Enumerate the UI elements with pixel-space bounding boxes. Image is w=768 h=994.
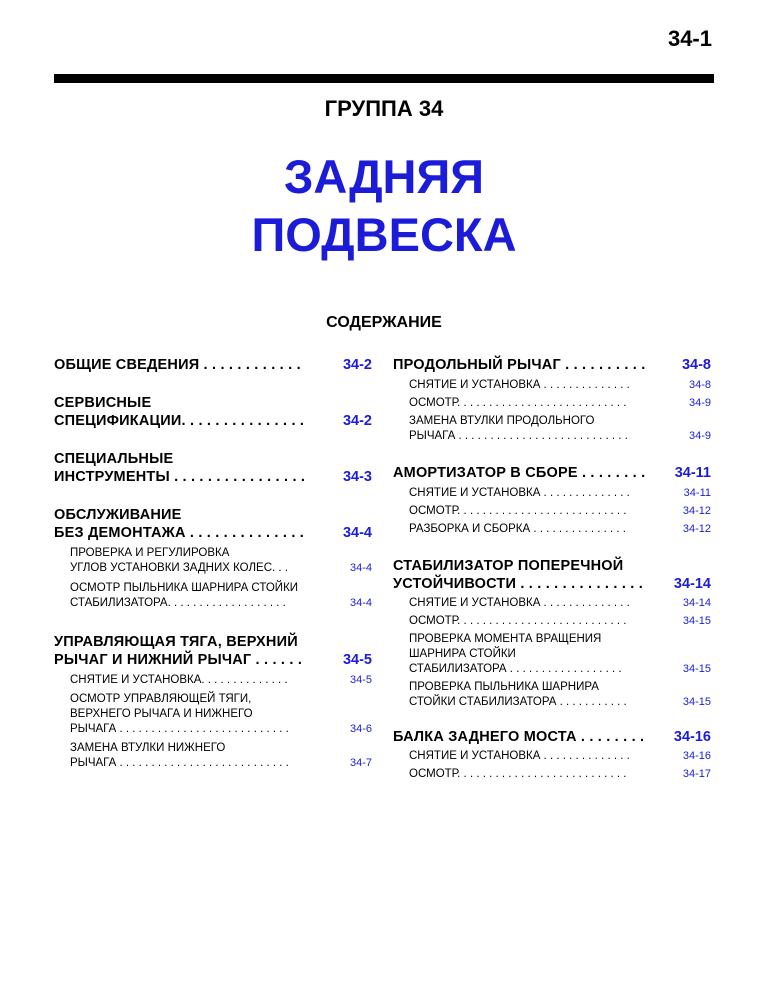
toc-entry-line: ЗАМЕНА ВТУЛКИ ПРОДОЛЬНОГО <box>409 415 595 427</box>
toc-entry-title <box>54 394 332 430</box>
toc-entry-line: ОСМОТР УПРАВЛЯЮЩЕЙ ТЯГИ, <box>70 693 252 705</box>
toc-entry-line: РЫЧАГ И НИЖНИЙ РЫЧАГ . . . . . . <box>54 652 303 668</box>
toc-entry-line: РЫЧАГА . . . . . . . . . . . . . . . . . . . . . . . . . . . <box>70 757 289 769</box>
toc-entry-line: ШАРНИРА СТОЙКИ <box>409 648 516 660</box>
toc-page-number[interactable]: 34-14 <box>682 597 711 609</box>
toc-entry-title <box>70 581 332 611</box>
toc-entry-line: УГЛОВ УСТАНОВКИ ЗАДНИХ КОЛЕС. . . <box>70 562 288 574</box>
toc-entry-line: ОСМОТР. . . . . . . . . . . . . . . . . . . . . . . . . . . <box>409 768 627 780</box>
toc-page-number[interactable]: 34-4 <box>342 525 372 541</box>
toc-section-entry[interactable] <box>393 464 711 482</box>
toc-subsection-entry[interactable] <box>393 596 711 611</box>
toc-entry-line: СТОЙКИ СТАБИЛИЗАТОРА . . . . . . . . . . . <box>409 696 627 708</box>
main-title <box>0 148 768 264</box>
toc-entry-title <box>409 767 671 782</box>
toc-section-entry[interactable] <box>393 728 711 746</box>
toc-entry-title <box>409 378 671 393</box>
toc-entry-title <box>409 504 671 519</box>
contents-heading: СОДЕРЖАНИЕ <box>326 314 442 331</box>
toc-page-number[interactable]: 34-14 <box>673 576 711 592</box>
toc-entry-title <box>409 680 671 710</box>
toc-entry-line: ПРОВЕРКА И РЕГУЛИРОВКА <box>70 547 230 559</box>
toc-subsection-entry[interactable] <box>393 396 711 411</box>
toc-page-number[interactable]: 34-15 <box>682 696 711 708</box>
toc-page-number[interactable]: 34-15 <box>682 615 711 627</box>
toc-entry-line: СТАБИЛИЗАТОР ПОПЕРЕЧНОЙ <box>393 558 624 574</box>
toc-page-number[interactable]: 34-6 <box>349 723 372 735</box>
toc-page-number[interactable]: 34-5 <box>342 652 372 668</box>
toc-entry-line: ВЕРХНЕГО РЫЧАГА И НИЖНЕГО <box>70 708 253 720</box>
toc-subsection-entry[interactable] <box>393 767 711 782</box>
toc-page-number[interactable]: 34-11 <box>674 465 711 481</box>
toc-subsection-entry[interactable] <box>393 749 711 764</box>
toc-entry-line: СПЕЦИАЛЬНЫЕ <box>54 451 174 467</box>
toc-entry-title <box>393 728 671 746</box>
toc-page-number[interactable]: 34-16 <box>673 729 711 745</box>
header-rule <box>54 74 714 83</box>
toc-entry-title <box>70 692 332 737</box>
main-title-line: ПОДВЕСКА <box>251 208 517 261</box>
toc-page-number[interactable]: 34-12 <box>682 505 711 517</box>
toc-page-number[interactable]: 34-12 <box>682 523 711 535</box>
group-title: ГРУППА 34 <box>324 96 444 121</box>
toc-entry-title <box>70 673 332 688</box>
toc-page-number[interactable]: 34-7 <box>349 757 372 769</box>
toc-subsection-entry[interactable] <box>393 378 711 393</box>
toc-entry-line: БЕЗ ДЕМОНТАЖА . . . . . . . . . . . . . . <box>54 525 305 541</box>
page-number: 34-1 <box>667 26 712 51</box>
toc-page-number[interactable]: 34-8 <box>688 379 711 391</box>
toc-entry-line: СНЯТИЕ И УСТАНОВКА . . . . . . . . . . . . . . <box>409 379 630 391</box>
toc-entry-title <box>393 557 671 593</box>
toc-entry-line: ПРОДОЛЬНЫЙ РЫЧАГ . . . . . . . . . . <box>393 357 646 373</box>
toc-page-number[interactable]: 34-9 <box>688 430 711 442</box>
toc-entry-line: РЫЧАГА . . . . . . . . . . . . . . . . . . . . . . . . . . . <box>409 430 628 442</box>
toc-page-number[interactable]: 34-4 <box>349 562 372 574</box>
toc-right-column <box>393 356 711 782</box>
toc-subsection-entry[interactable] <box>54 741 372 771</box>
toc-entry-line: СТАБИЛИЗАТОРА. . . . . . . . . . . . . . . . . . . <box>70 597 286 609</box>
toc-entry-title <box>409 632 671 677</box>
toc-page-number[interactable]: 34-9 <box>688 397 711 409</box>
toc-entry-line: УПРАВЛЯЮЩАЯ ТЯГА, ВЕРХНИЙ <box>54 634 298 650</box>
toc-entry-line: АМОРТИЗАТОР В СБОРЕ . . . . . . . . <box>393 465 646 481</box>
toc-page-number[interactable]: 34-15 <box>682 663 711 675</box>
toc-entry-line: СПЕЦИФИКАЦИИ. . . . . . . . . . . . . . . <box>54 413 305 429</box>
toc-entry-line: СТАБИЛИЗАТОРА . . . . . . . . . . . . . . . . . . <box>409 663 622 675</box>
toc-entry-title <box>409 614 671 629</box>
toc-entry-title <box>70 546 332 576</box>
toc-page-number[interactable]: 34-5 <box>349 674 372 686</box>
toc-entry-line: СНЯТИЕ И УСТАНОВКА . . . . . . . . . . . . . . <box>409 750 630 762</box>
toc-entry-title <box>393 464 671 482</box>
toc-entry-line: ОБЩИЕ СВЕДЕНИЯ . . . . . . . . . . . . <box>54 357 301 373</box>
toc-entry-title <box>54 450 332 486</box>
toc-subsection-entry[interactable] <box>54 546 372 576</box>
toc-page-number[interactable]: 34-16 <box>682 750 711 762</box>
toc-entry-line: УСТОЙЧИВОСТИ . . . . . . . . . . . . . . . <box>393 576 643 592</box>
toc-subsection-entry[interactable] <box>393 632 711 677</box>
toc-left-column <box>54 356 372 771</box>
toc-entry-line: ПРОВЕРКА ПЫЛЬНИКА ШАРНИРА <box>409 681 599 693</box>
toc-entry-title <box>393 356 671 374</box>
toc-page-number[interactable]: 34-2 <box>342 357 372 373</box>
toc-subsection-entry[interactable] <box>393 614 711 629</box>
toc-entry-line: ОБСЛУЖИВАНИЕ <box>54 507 182 523</box>
toc-subsection-entry[interactable] <box>54 581 372 611</box>
toc-page-number[interactable]: 34-3 <box>342 469 372 485</box>
toc-page-number[interactable]: 34-2 <box>342 413 372 429</box>
toc-subsection-entry[interactable] <box>393 486 711 501</box>
toc-page-number[interactable]: 34-4 <box>349 597 372 609</box>
toc-entry-title <box>70 741 332 771</box>
toc-entry-title <box>409 522 671 537</box>
toc-entry-line: РЫЧАГА . . . . . . . . . . . . . . . . . . . . . . . . . . . <box>70 723 289 735</box>
toc-entry-title <box>409 486 671 501</box>
toc-entry-line: ОСМОТР. . . . . . . . . . . . . . . . . . . . . . . . . . . <box>409 505 627 517</box>
toc-entry-line: БАЛКА ЗАДНЕГО МОСТА . . . . . . . . <box>393 729 645 745</box>
toc-entry-title <box>54 356 332 374</box>
toc-entry-title <box>54 506 332 542</box>
toc-subsection-entry[interactable] <box>393 522 711 537</box>
toc-section-entry[interactable] <box>54 356 372 374</box>
toc-section-entry[interactable] <box>54 450 372 486</box>
toc-subsection-entry[interactable] <box>393 680 711 710</box>
toc-entry-line: ЗАМЕНА ВТУЛКИ НИЖНЕГО <box>70 742 226 754</box>
toc-section-entry[interactable] <box>393 356 711 374</box>
toc-entry-line: ПРОВЕРКА МОМЕНТА ВРАЩЕНИЯ <box>409 633 602 645</box>
toc-subsection-entry[interactable] <box>54 673 372 688</box>
toc-entry-title <box>409 414 671 444</box>
toc-section-entry[interactable] <box>54 506 372 542</box>
toc-entry-line: СЕРВИСНЫЕ <box>54 395 152 411</box>
toc-subsection-entry[interactable] <box>54 692 372 737</box>
toc-section-entry[interactable] <box>393 557 711 593</box>
toc-entry-line: РАЗБОРКА И СБОРКА . . . . . . . . . . . . . . . <box>409 523 627 535</box>
toc-subsection-entry[interactable] <box>393 414 711 444</box>
toc-entry-title <box>409 396 671 411</box>
toc-page-number[interactable]: 34-8 <box>681 357 711 373</box>
toc-entry-title <box>409 749 671 764</box>
toc-section-entry[interactable] <box>54 394 372 430</box>
toc-entry-title <box>409 596 671 611</box>
toc-entry-line: ОСМОТР ПЫЛЬНИКА ШАРНИРА СТОЙКИ <box>70 582 299 594</box>
toc-entry-title <box>54 633 332 669</box>
toc-entry-line: ИНСТРУМЕНТЫ . . . . . . . . . . . . . . . . <box>54 469 306 485</box>
toc-page-number[interactable]: 34-17 <box>682 768 711 780</box>
main-title-line: ЗАДНЯЯ <box>283 150 485 203</box>
toc-entry-line: СНЯТИЕ И УСТАНОВКА . . . . . . . . . . . . . . <box>409 597 630 609</box>
toc-subsection-entry[interactable] <box>393 504 711 519</box>
toc-entry-line: ОСМОТР. . . . . . . . . . . . . . . . . . . . . . . . . . . <box>409 397 627 409</box>
toc-section-entry[interactable] <box>54 633 372 669</box>
toc-page-number[interactable]: 34-11 <box>683 487 711 499</box>
toc-entry-line: СНЯТИЕ И УСТАНОВКА . . . . . . . . . . . . . . <box>409 487 630 499</box>
toc-entry-line: ОСМОТР. . . . . . . . . . . . . . . . . . . . . . . . . . . <box>409 615 627 627</box>
toc-entry-line: СНЯТИЕ И УСТАНОВКА. . . . . . . . . . . . . . <box>70 674 288 686</box>
